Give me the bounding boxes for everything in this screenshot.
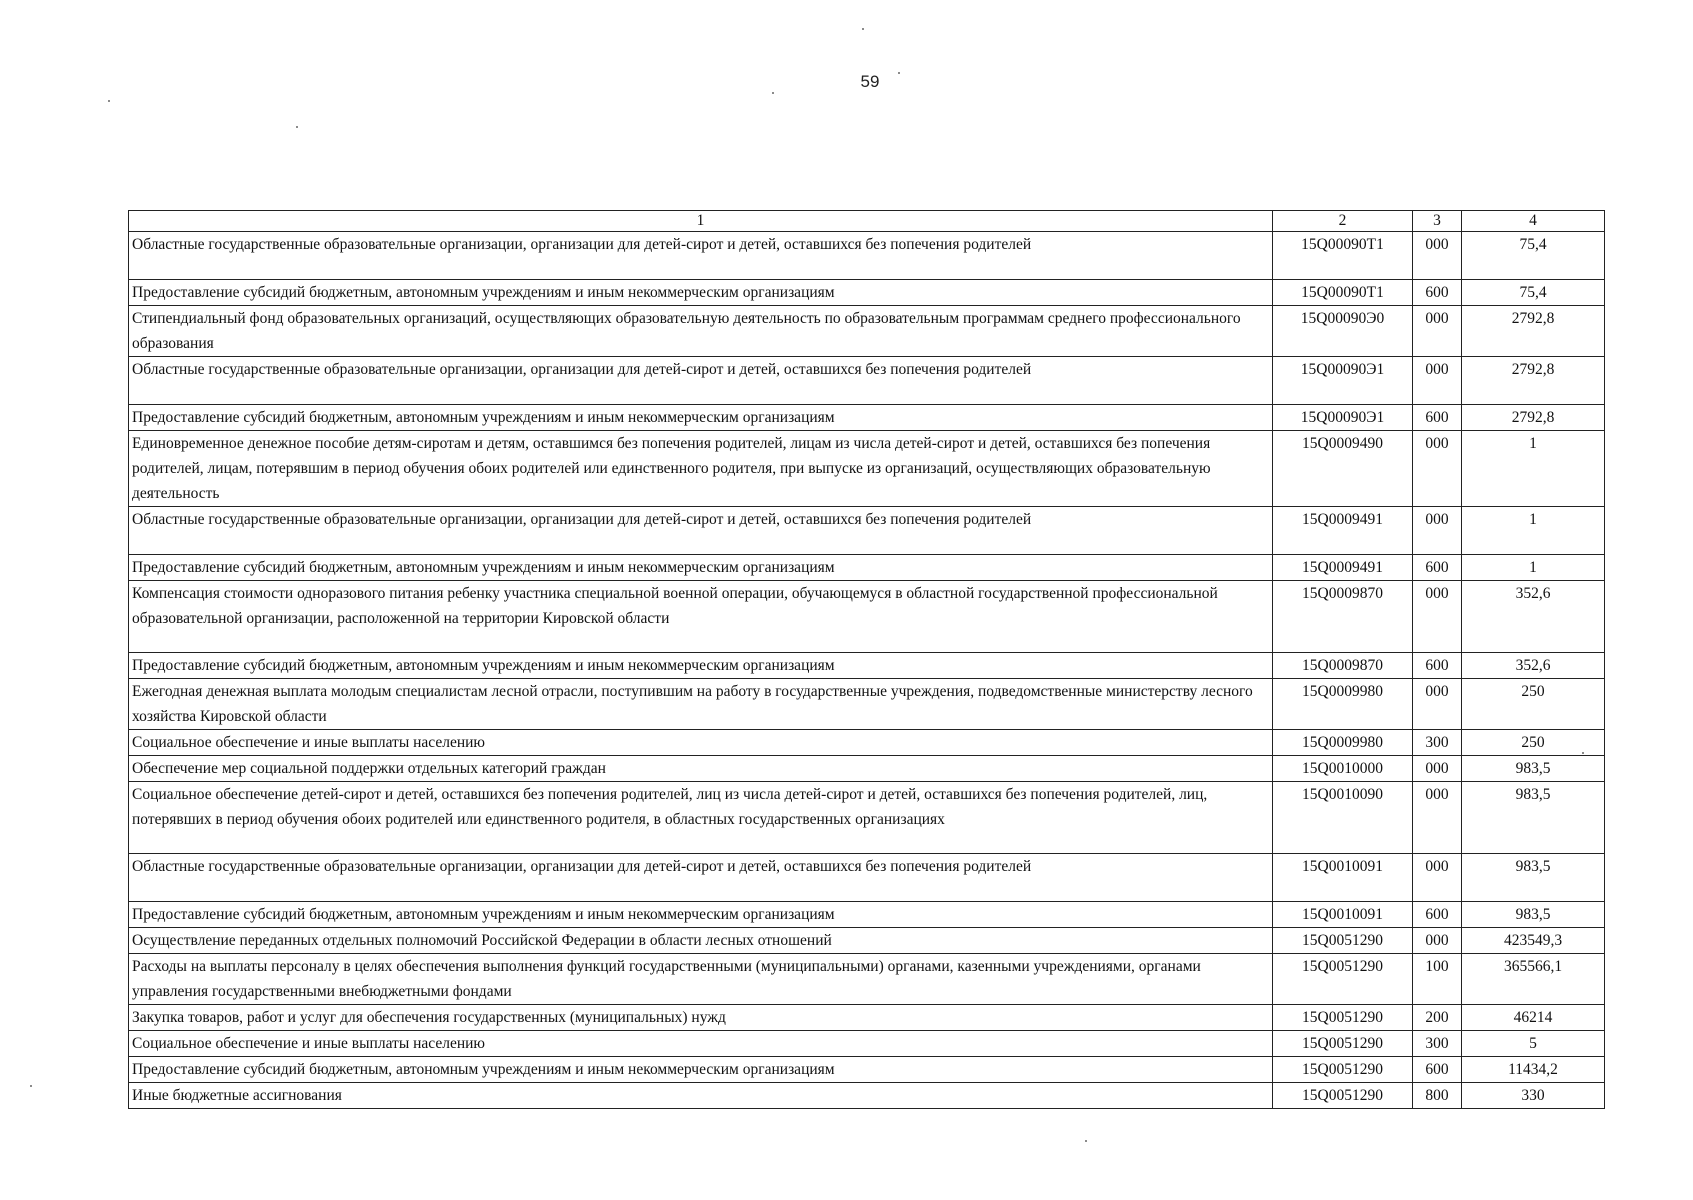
row-name: Социальное обеспечение и иные выплаты населению — [129, 1031, 1273, 1057]
row-code: 15Q00090Э1 — [1273, 405, 1413, 431]
table-row — [129, 280, 1605, 306]
page-number: 59 — [860, 72, 880, 91]
row-amount: 423549,3 — [1462, 928, 1605, 954]
row-name: Компенсация стоимости одноразового питания ребенку участника специальной военной операции, обучающемуся в областной государственной профессиональной образовательной организации, расположенной на территории Кировской области — [129, 581, 1273, 653]
row-type: 000 — [1413, 306, 1462, 357]
row-code: 15Q00090Т1 — [1273, 280, 1413, 306]
table-row — [129, 902, 1605, 928]
row-name: Предоставление субсидий бюджетным, автономным учреждениям и иным некоммерческим организациям — [129, 405, 1273, 431]
scan-speck — [862, 28, 864, 30]
row-code: 15Q0009870 — [1273, 653, 1413, 679]
table-row — [129, 782, 1605, 854]
row-code: 15Q0051290 — [1273, 1005, 1413, 1031]
row-amount: 330 — [1462, 1083, 1605, 1109]
row-amount: 352,6 — [1462, 653, 1605, 679]
row-amount: 983,5 — [1462, 756, 1605, 782]
scan-speck — [1582, 752, 1584, 754]
budget-table — [128, 210, 1605, 1109]
row-type: 000 — [1413, 431, 1462, 507]
row-name: Расходы на выплаты персоналу в целях обеспечения выполнения функций государственными (муниципальными) органами, казенными учреждениями, органами управления государственными внебюджетными фондами — [129, 954, 1273, 1005]
row-amount: 250 — [1462, 730, 1605, 756]
row-code: 15Q0010000 — [1273, 756, 1413, 782]
row-name: Стипендиальный фонд образовательных организаций, осуществляющих образовательную деятельность по образовательным программам среднего профессионального образования — [129, 306, 1273, 357]
row-amount: 983,5 — [1462, 782, 1605, 854]
row-code: 15Q0010091 — [1273, 902, 1413, 928]
row-type: 000 — [1413, 581, 1462, 653]
row-type: 000 — [1413, 679, 1462, 730]
row-code: 15Q0009870 — [1273, 581, 1413, 653]
table-row — [129, 306, 1605, 357]
table-row — [129, 1031, 1605, 1057]
table-row — [129, 730, 1605, 756]
scan-speck — [296, 126, 298, 128]
row-type: 800 — [1413, 1083, 1462, 1109]
table-row — [129, 954, 1605, 1005]
row-name: Социальное обеспечение детей-сирот и детей, оставшихся без попечения родителей, лиц из числа детей-сирот и детей, оставшихся без попечения родителей, лиц, потерявших в период обучения обоих родителей или единственного родителя, в областных государственных организациях — [129, 782, 1273, 854]
row-amount: 2792,8 — [1462, 405, 1605, 431]
row-amount: 1 — [1462, 431, 1605, 507]
table-row — [129, 653, 1605, 679]
row-amount: 983,5 — [1462, 902, 1605, 928]
scan-speck — [772, 92, 774, 94]
table-row — [129, 431, 1605, 507]
table-row — [129, 756, 1605, 782]
row-type: 100 — [1413, 954, 1462, 1005]
row-type: 300 — [1413, 730, 1462, 756]
column-header-amount: 4 — [1462, 211, 1605, 232]
scan-speck — [30, 1085, 32, 1087]
row-type: 000 — [1413, 756, 1462, 782]
row-type: 000 — [1413, 232, 1462, 280]
row-code: 15Q0010090 — [1273, 782, 1413, 854]
row-name: Предоставление субсидий бюджетным, автономным учреждениям и иным некоммерческим организациям — [129, 1057, 1273, 1083]
row-type: 200 — [1413, 1005, 1462, 1031]
row-type: 600 — [1413, 280, 1462, 306]
table-row — [129, 928, 1605, 954]
row-code: 15Q00090Т1 — [1273, 232, 1413, 280]
row-code: 15Q0051290 — [1273, 954, 1413, 1005]
row-type: 000 — [1413, 507, 1462, 555]
row-amount: 250 — [1462, 679, 1605, 730]
table-row — [129, 679, 1605, 730]
table-row — [129, 232, 1605, 280]
row-code: 15Q0009980 — [1273, 730, 1413, 756]
row-name: Предоставление субсидий бюджетным, автономным учреждениям и иным некоммерческим организациям — [129, 902, 1273, 928]
scan-speck — [108, 100, 110, 102]
table-header-row — [129, 211, 1605, 232]
row-amount: 352,6 — [1462, 581, 1605, 653]
table-row — [129, 1083, 1605, 1109]
row-type: 000 — [1413, 854, 1462, 902]
row-amount: 46214 — [1462, 1005, 1605, 1031]
row-name: Осуществление переданных отдельных полномочий Российской Федерации в области лесных отношений — [129, 928, 1273, 954]
table-row — [129, 507, 1605, 555]
row-amount: 365566,1 — [1462, 954, 1605, 1005]
row-type: 600 — [1413, 405, 1462, 431]
row-name: Областные государственные образовательные организации, организации для детей-сирот и детей, оставшихся без попечения родителей — [129, 507, 1273, 555]
row-name: Предоставление субсидий бюджетным, автономным учреждениям и иным некоммерческим организациям — [129, 555, 1273, 581]
column-header-name: 1 — [129, 211, 1273, 232]
row-amount: 75,4 — [1462, 232, 1605, 280]
row-code: 15Q0010091 — [1273, 854, 1413, 902]
row-name: Обеспечение мер социальной поддержки отдельных категорий граждан — [129, 756, 1273, 782]
row-type: 000 — [1413, 782, 1462, 854]
row-amount: 11434,2 — [1462, 1057, 1605, 1083]
row-amount: 5 — [1462, 1031, 1605, 1057]
row-code: 15Q0009980 — [1273, 679, 1413, 730]
table-row — [129, 1057, 1605, 1083]
row-type: 600 — [1413, 902, 1462, 928]
row-type: 600 — [1413, 555, 1462, 581]
row-code: 15Q0009491 — [1273, 555, 1413, 581]
row-name: Иные бюджетные ассигнования — [129, 1083, 1273, 1109]
scan-speck — [1085, 1140, 1087, 1142]
row-name: Областные государственные образовательные организации, организации для детей-сирот и детей, оставшихся без попечения родителей — [129, 854, 1273, 902]
row-amount: 1 — [1462, 555, 1605, 581]
row-amount: 983,5 — [1462, 854, 1605, 902]
row-name: Единовременное денежное пособие детям-сиротам и детям, оставшимся без попечения родителей, лицам из числа детей-сирот и детей, оставшихся без попечения родителей, лицам, потерявшим в период обучения обоих родителей или единственного родителя, при выпуске из организаций, осуществляющих образовательную деятельность — [129, 431, 1273, 507]
row-code: 15Q0051290 — [1273, 928, 1413, 954]
row-amount: 75,4 — [1462, 280, 1605, 306]
row-code: 15Q0009491 — [1273, 507, 1413, 555]
row-name: Социальное обеспечение и иные выплаты населению — [129, 730, 1273, 756]
row-type: 600 — [1413, 1057, 1462, 1083]
table-row — [129, 1005, 1605, 1031]
table-row — [129, 555, 1605, 581]
table-row — [129, 854, 1605, 902]
row-name: Ежегодная денежная выплата молодым специалистам лесной отрасли, поступившим на работу в государственные учреждения, подведомственные министерству лесного хозяйства Кировской области — [129, 679, 1273, 730]
row-type: 000 — [1413, 928, 1462, 954]
row-code: 15Q0051290 — [1273, 1057, 1413, 1083]
row-type: 300 — [1413, 1031, 1462, 1057]
table-row — [129, 357, 1605, 405]
row-code: 15Q0051290 — [1273, 1083, 1413, 1109]
row-name: Предоставление субсидий бюджетным, автономным учреждениям и иным некоммерческим организациям — [129, 653, 1273, 679]
table-row — [129, 405, 1605, 431]
row-amount: 1 — [1462, 507, 1605, 555]
row-name: Закупка товаров, работ и услуг для обеспечения государственных (муниципальных) нужд — [129, 1005, 1273, 1031]
row-code: 15Q00090Э0 — [1273, 306, 1413, 357]
row-type: 600 — [1413, 653, 1462, 679]
column-header-type: 3 — [1413, 211, 1462, 232]
scan-speck — [898, 72, 900, 74]
row-type: 000 — [1413, 357, 1462, 405]
row-name: Предоставление субсидий бюджетным, автономным учреждениям и иным некоммерческим организациям — [129, 280, 1273, 306]
column-header-code: 2 — [1273, 211, 1413, 232]
row-name: Областные государственные образовательные организации, организации для детей-сирот и детей, оставшихся без попечения родителей — [129, 232, 1273, 280]
row-amount: 2792,8 — [1462, 357, 1605, 405]
row-name: Областные государственные образовательные организации, организации для детей-сирот и детей, оставшихся без попечения родителей — [129, 357, 1273, 405]
table-row — [129, 581, 1605, 653]
row-amount: 2792,8 — [1462, 306, 1605, 357]
row-code: 15Q0051290 — [1273, 1031, 1413, 1057]
row-code: 15Q0009490 — [1273, 431, 1413, 507]
row-code: 15Q00090Э1 — [1273, 357, 1413, 405]
